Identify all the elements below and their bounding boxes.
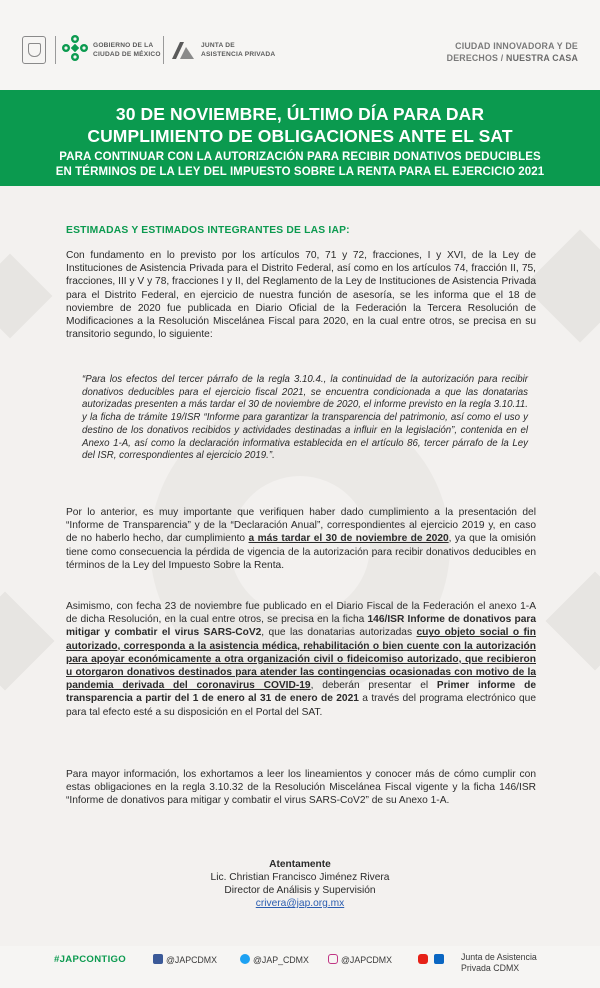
signer-position: Director de Análisis y Supervisión <box>224 885 376 896</box>
eligibility-highlight: cuyo objeto social o fin autorizado, corresponda a la asistencia médica, rehabilitación o bien cuente con la autorización para apoyar económicamente a otra organización civil o fideicomiso autorizado, que recibieron u otorgaron donativos destinados para atender las contingencias ocasionadas con motivo de la pandemia derivada del coronavirus COVID-19 <box>66 627 536 692</box>
linkedin-icon <box>434 954 444 964</box>
instagram-icon <box>328 954 338 964</box>
youtube-link[interactable] <box>418 954 431 966</box>
page-header <box>0 0 600 90</box>
greeting: ESTIMADAS Y ESTIMADOS INTEGRANTES DE LAS IAP: <box>66 225 350 236</box>
facebook-icon <box>153 954 163 964</box>
signature-block <box>0 858 600 910</box>
signer-name: Lic. Christian Francisco Jiménez Rivera <box>210 872 390 883</box>
paragraph-3: Asimismo, con fecha 23 de noviembre fue publicado en el Diario Fiscal de la Federación el anexo 1-A de dicha Resolución, en la cual entre otros, se precisa en la ficha 146/ISR Informe de donativos para mitigar y combatir el virus SARS-CoV2, que las donatarias autorizadas cuyo objeto social o fin autorizado, corresponda a la asistencia médica, rehabilitación o bien cuente con la autorización para apoyar económicamente a otra organización civil o fideicomiso autorizado, que recibieron u otorgaron donativos destinados para atender las contingencias ocasionadas con motivo de la pandemia derivada del coronavirus COVID-19, deberán presentar el Primer informe de transparencia a partir del 1 de enero al 31 de enero de 2021 a través del programa electrónico que para tal efecto esté a su disposición en el Portal del SAT. <box>66 601 537 718</box>
deadline-highlight: a más tardar el 30 de noviembre de 2020 <box>248 533 449 545</box>
page-title: 30 DE NOVIEMBRE, ÚLTIMO DÍA PARA DAR CUMPLIMIENTO DE OBLIGACIONES ANTE EL SAT <box>87 104 513 146</box>
paragraph-2: Por lo anterior, es muy importante que verifiquen haber dado cumplimiento a la presentación del “Informe de Transparencia” y de la “Declaración Anual”, correspondientes al ejercicio 2019 y, en caso de no haberlo hecho, dar cumplimiento a más tardar el 30 de noviembre de 2020, ya que la omisión tiene como consecuencia la pérdida de vigencia de la autorización para recibir donativos deducibles en términos de la Ley del Impuesto Sobre la Renta. <box>66 507 536 571</box>
page-subtitle: PARA CONTINUAR CON LA AUTORIZACIÓN PARA RECIBIR DONATIVOS DEDUCIBLES EN TÉRMINOS DE LA LEY DEL IMPUESTO SOBRE LA RENTA PARA EL EJERCICIO 2021 <box>55 151 545 178</box>
header-slogan: CIUDAD INNOVADORA Y DE DERECHOS / NUESTRA CASA <box>446 41 578 63</box>
page-footer <box>0 946 600 988</box>
gov-cdmx-label: GOBIERNO DE LA CIUDAD DE MÉXICO <box>93 42 161 58</box>
twitter-icon <box>240 954 250 964</box>
ficha-146-highlight: 146/ISR Informe de donativos para mitigar y combatir el virus SARS-CoV2 <box>66 614 536 639</box>
linkedin-link[interactable] <box>434 954 447 966</box>
jap-logo-icon <box>170 40 196 60</box>
youtube-icon <box>418 954 428 964</box>
instagram-link[interactable]: @JAPCDMX <box>328 954 392 966</box>
email-link[interactable]: crivera@jap.org.mx <box>255 898 345 909</box>
closing: Atentamente <box>269 859 331 870</box>
facebook-link[interactable]: @JAPCDMX <box>153 954 217 966</box>
jap-label: JUNTA DE ASISTENCIA PRIVADA <box>201 42 276 58</box>
paragraph-1: Con fundamento en lo previsto por los artículos 70, 71 y 72, fracciones, I y XVI, de la Ley de Instituciones de Asistencia Privada para el Distrito Federal, así como en los artículos 74, fracción II, 75, fracciones, III y V y 78, fracciones I y II, del Reglamento de la Ley de Instituciones de Asistencia Privada para el Distrito Federal, en ejercicio de nuestra función de asesoría, se les informa que el 18 de noviembre de 2020 fue publicada en Diario Oficial de la Federación la Tercera Resolución de Modificaciones a la Resolución Miscelánea Fiscal para 2020, en la cual entre otros, se precisa en su transitorio segundo, lo siguiente: <box>66 250 536 341</box>
report-date-highlight: Primer informe de transparencia a partir del 1 de enero al 31 de enero de 2021 <box>66 680 537 705</box>
paragraph-4: Para mayor información, los exhortamos a leer los lineamientos y conocer más de cómo cumplir con estas obligaciones en la regla 3.10.32 de la Resolución Miscelánea Fiscal vigente y la ficha 146/ISR “Informe de donativos para mitigar y combatir el virus SARS-CoV2” de su Anexo 1-A. <box>66 769 536 807</box>
header-divider <box>163 36 164 64</box>
title-banner <box>0 90 600 186</box>
cdmx-logo-icon <box>60 33 90 63</box>
twitter-link[interactable]: @JAP_CDMX <box>240 954 309 966</box>
org-name: Junta de Asistencia Privada CDMX <box>461 952 537 973</box>
cdmx-seal-icon <box>22 36 46 64</box>
hashtag: #JAPCONTIGO <box>54 954 127 965</box>
quoted-regulation: “Para los efectos del tercer párrafo de la regla 3.10.4., la continuidad de la autorización para recibir donativos deducibles para el ejercicio fiscal 2021, se encuentra condicionada a que las donatarias autorizadas presenten a más tardar el 30 de noviembre de 2020, el informe previsto en la regla 3.10.11. y la ficha de trámite 19/ISR “Informe para garantizar la transparencia del patrimonio, así como el uso y destino de los donativos recibidos y actividades destinadas a influir en la legislación”, contenida en el Anexo 1-A, así como la declaración informativa establecida en el artículo 86, tercer párrafo de la Ley del ISR, correspondientes al ejercicio 2019.”. <box>82 374 528 462</box>
header-divider <box>55 36 56 64</box>
